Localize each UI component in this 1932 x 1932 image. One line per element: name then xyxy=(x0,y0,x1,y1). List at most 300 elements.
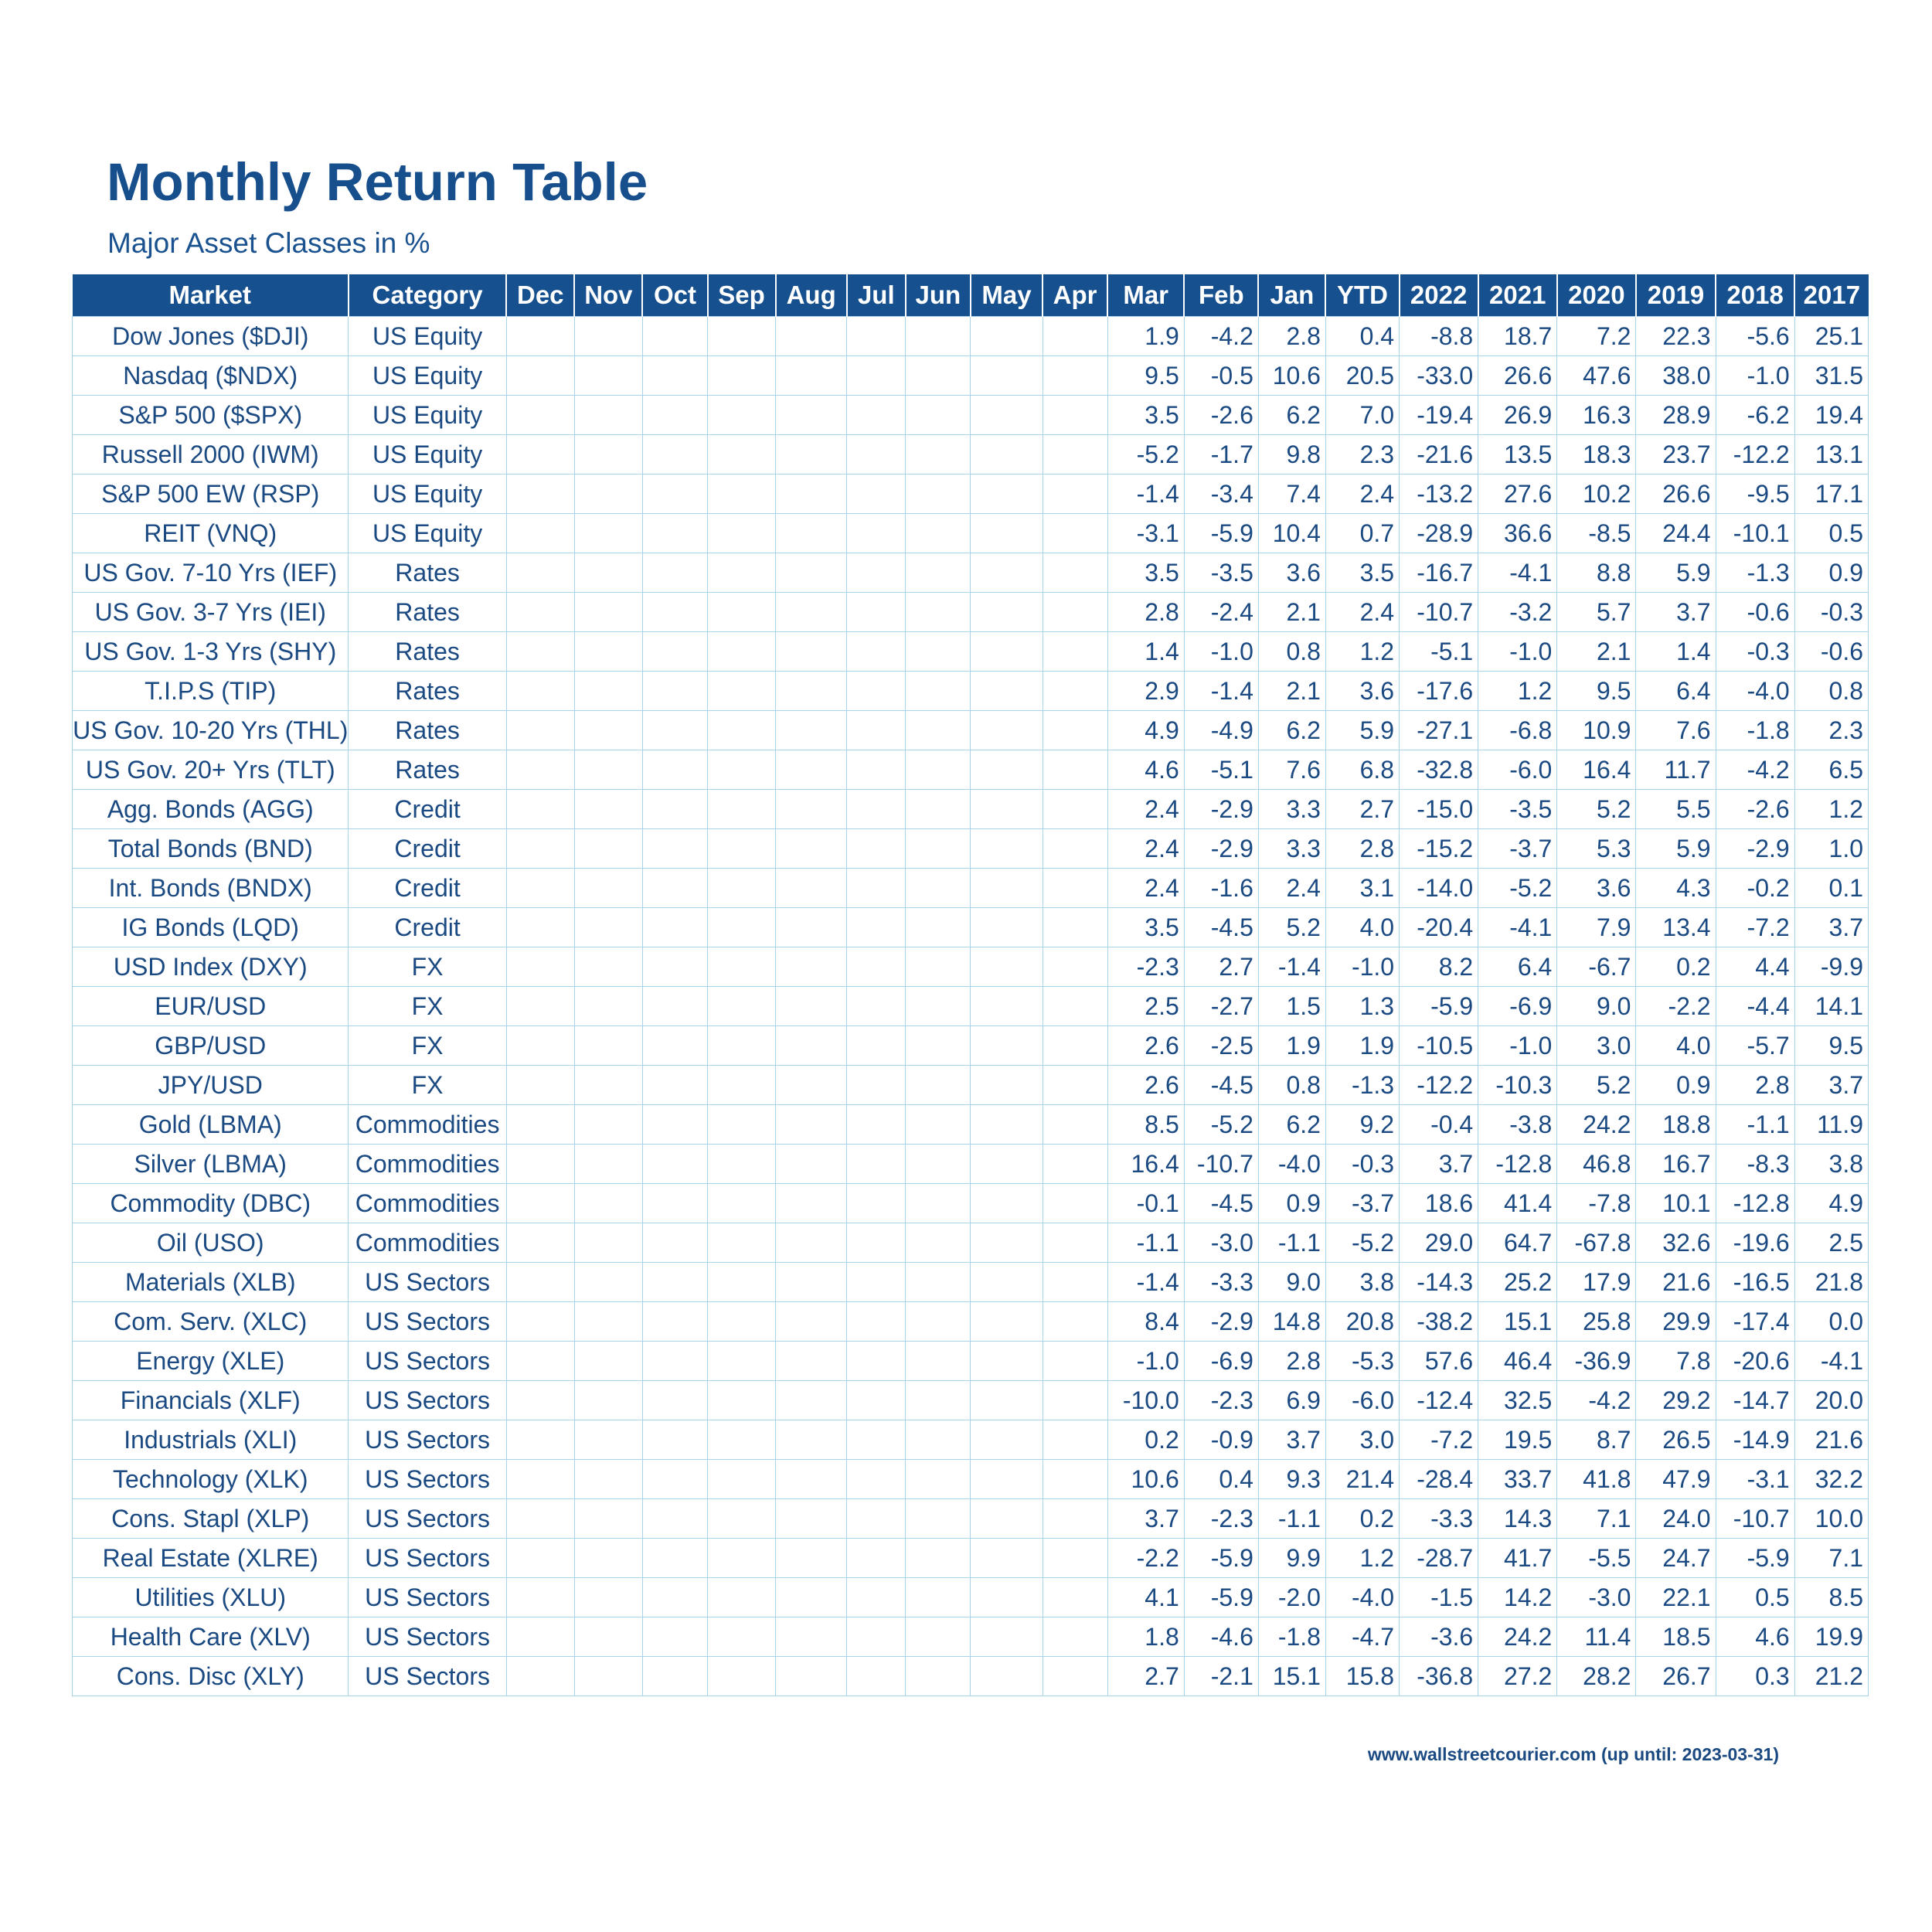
category-cell: US Sectors xyxy=(349,1420,506,1460)
value-cell: 3.7 xyxy=(1636,593,1716,632)
value-cell xyxy=(642,1026,707,1066)
value-cell: 20.5 xyxy=(1325,356,1399,396)
value-cell xyxy=(506,908,574,947)
value-cell xyxy=(642,908,707,947)
value-cell xyxy=(574,1420,642,1460)
value-cell: 3.8 xyxy=(1325,1263,1399,1302)
category-cell: Commodities xyxy=(349,1105,506,1145)
value-cell xyxy=(506,1420,574,1460)
value-cell xyxy=(708,908,776,947)
value-cell: 24.0 xyxy=(1636,1499,1716,1539)
value-cell: 3.0 xyxy=(1325,1420,1399,1460)
value-cell xyxy=(574,1657,642,1696)
value-cell xyxy=(1043,632,1107,672)
value-cell: -1.4 xyxy=(1107,1263,1184,1302)
table-row xyxy=(73,869,1869,908)
value-cell xyxy=(506,474,574,514)
value-cell xyxy=(708,553,776,593)
value-cell: -5.9 xyxy=(1400,987,1478,1026)
value-cell: 26.9 xyxy=(1478,396,1557,435)
value-cell xyxy=(708,514,776,553)
market-cell: Utilities (XLU) xyxy=(73,1578,349,1617)
value-cell: 0.8 xyxy=(1258,632,1325,672)
market-cell: US Gov. 1-3 Yrs (SHY) xyxy=(73,632,349,672)
value-cell: 9.0 xyxy=(1557,987,1636,1026)
value-cell: 41.7 xyxy=(1478,1539,1557,1578)
value-cell xyxy=(847,632,906,672)
value-cell: 3.6 xyxy=(1258,553,1325,593)
value-cell: -0.3 xyxy=(1325,1145,1399,1184)
value-cell: 6.5 xyxy=(1794,750,1868,790)
column-header: YTD xyxy=(1325,274,1399,317)
value-cell: 32.5 xyxy=(1478,1381,1557,1420)
value-cell: 38.0 xyxy=(1636,356,1716,396)
value-cell xyxy=(574,672,642,711)
category-cell: US Equity xyxy=(349,356,506,396)
value-cell xyxy=(574,1105,642,1145)
table-row xyxy=(73,1539,1869,1578)
value-cell: -5.9 xyxy=(1184,1539,1258,1578)
value-cell: 0.2 xyxy=(1107,1420,1184,1460)
value-cell xyxy=(708,1578,776,1617)
value-cell: -1.7 xyxy=(1184,435,1258,474)
value-cell: 8.5 xyxy=(1794,1578,1868,1617)
table-row xyxy=(73,1263,1869,1302)
value-cell xyxy=(708,632,776,672)
value-cell: 2.1 xyxy=(1557,632,1636,672)
value-cell xyxy=(506,790,574,829)
table-row xyxy=(73,317,1869,356)
value-cell: -1.1 xyxy=(1258,1223,1325,1263)
value-cell xyxy=(1043,317,1107,356)
value-cell xyxy=(1043,1578,1107,1617)
value-cell xyxy=(971,1420,1043,1460)
value-cell: 8.4 xyxy=(1107,1302,1184,1342)
value-cell: -38.2 xyxy=(1400,1302,1478,1342)
value-cell: -2.3 xyxy=(1184,1499,1258,1539)
value-cell xyxy=(971,317,1043,356)
value-cell xyxy=(906,593,971,632)
value-cell xyxy=(1043,987,1107,1026)
value-cell: 2.7 xyxy=(1107,1657,1184,1696)
value-cell xyxy=(847,790,906,829)
table-row xyxy=(73,474,1869,514)
value-cell: -5.5 xyxy=(1557,1539,1636,1578)
value-cell xyxy=(506,711,574,750)
value-cell xyxy=(906,1223,971,1263)
value-cell xyxy=(971,396,1043,435)
market-cell: Oil (USO) xyxy=(73,1223,349,1263)
value-cell: -5.2 xyxy=(1325,1223,1399,1263)
category-cell: US Sectors xyxy=(349,1539,506,1578)
value-cell xyxy=(847,1263,906,1302)
value-cell xyxy=(574,1223,642,1263)
category-cell: US Sectors xyxy=(349,1657,506,1696)
value-cell xyxy=(847,1617,906,1657)
value-cell xyxy=(506,750,574,790)
value-cell xyxy=(506,947,574,987)
value-cell: 11.4 xyxy=(1557,1617,1636,1657)
value-cell xyxy=(708,711,776,750)
value-cell: 0.0 xyxy=(1794,1302,1868,1342)
value-cell: 29.9 xyxy=(1636,1302,1716,1342)
value-cell xyxy=(971,593,1043,632)
value-cell: 7.1 xyxy=(1794,1539,1868,1578)
value-cell xyxy=(708,1184,776,1223)
value-cell: 31.5 xyxy=(1794,356,1868,396)
column-header: 2017 xyxy=(1794,274,1868,317)
value-cell xyxy=(906,1499,971,1539)
market-cell: IG Bonds (LQD) xyxy=(73,908,349,947)
market-cell: Health Care (XLV) xyxy=(73,1617,349,1657)
value-cell xyxy=(642,435,707,474)
value-cell xyxy=(1043,829,1107,869)
value-cell: 4.4 xyxy=(1716,947,1794,987)
value-cell xyxy=(708,435,776,474)
value-cell xyxy=(1043,396,1107,435)
value-cell xyxy=(971,987,1043,1026)
value-cell: 19.5 xyxy=(1478,1420,1557,1460)
value-cell xyxy=(847,474,906,514)
value-cell: 3.6 xyxy=(1557,869,1636,908)
column-header: Feb xyxy=(1184,274,1258,317)
value-cell xyxy=(906,672,971,711)
value-cell xyxy=(1043,1184,1107,1223)
value-cell xyxy=(708,829,776,869)
value-cell xyxy=(776,908,847,947)
value-cell xyxy=(506,1539,574,1578)
value-cell xyxy=(776,790,847,829)
table-row xyxy=(73,553,1869,593)
value-cell: 33.7 xyxy=(1478,1460,1557,1499)
value-cell: 0.1 xyxy=(1794,869,1868,908)
category-cell: FX xyxy=(349,947,506,987)
value-cell: -0.3 xyxy=(1716,632,1794,672)
value-cell: 0.3 xyxy=(1716,1657,1794,1696)
table-row xyxy=(73,672,1869,711)
value-cell xyxy=(574,553,642,593)
column-header: Jan xyxy=(1258,274,1325,317)
value-cell xyxy=(776,474,847,514)
value-cell: 24.4 xyxy=(1636,514,1716,553)
value-cell xyxy=(847,1223,906,1263)
value-cell: 1.2 xyxy=(1325,632,1399,672)
value-cell: 3.7 xyxy=(1794,908,1868,947)
value-cell xyxy=(776,987,847,1026)
value-cell xyxy=(776,1223,847,1263)
value-cell xyxy=(708,356,776,396)
value-cell: 15.1 xyxy=(1478,1302,1557,1342)
category-cell: FX xyxy=(349,987,506,1026)
table-row xyxy=(73,750,1869,790)
value-cell: 18.8 xyxy=(1636,1105,1716,1145)
category-cell: US Sectors xyxy=(349,1263,506,1302)
value-cell: 2.8 xyxy=(1107,593,1184,632)
value-cell xyxy=(506,869,574,908)
value-cell: 0.9 xyxy=(1636,1066,1716,1105)
value-cell xyxy=(1043,1381,1107,1420)
value-cell: -6.9 xyxy=(1478,987,1557,1026)
value-cell: 2.7 xyxy=(1184,947,1258,987)
value-cell xyxy=(574,1145,642,1184)
value-cell xyxy=(1043,435,1107,474)
market-cell: Agg. Bonds (AGG) xyxy=(73,790,349,829)
table-row xyxy=(73,1342,1869,1381)
value-cell xyxy=(1043,947,1107,987)
value-cell: 3.0 xyxy=(1557,1026,1636,1066)
value-cell xyxy=(642,1499,707,1539)
value-cell: -7.2 xyxy=(1400,1420,1478,1460)
value-cell: -12.8 xyxy=(1716,1184,1794,1223)
value-cell xyxy=(642,1539,707,1578)
category-cell: Commodities xyxy=(349,1223,506,1263)
value-cell: 3.5 xyxy=(1107,908,1184,947)
table-body xyxy=(73,317,1869,1696)
value-cell: 3.5 xyxy=(1107,396,1184,435)
value-cell: -1.6 xyxy=(1184,869,1258,908)
value-cell xyxy=(642,1342,707,1381)
table-row xyxy=(73,1460,1869,1499)
value-cell xyxy=(1043,1460,1107,1499)
value-cell: -1.4 xyxy=(1107,474,1184,514)
market-cell: Russell 2000 (IWM) xyxy=(73,435,349,474)
value-cell xyxy=(847,1499,906,1539)
table-row xyxy=(73,1657,1869,1696)
value-cell xyxy=(971,711,1043,750)
value-cell: 32.2 xyxy=(1794,1460,1868,1499)
column-header: Apr xyxy=(1043,274,1107,317)
value-cell xyxy=(708,947,776,987)
value-cell: -2.3 xyxy=(1107,947,1184,987)
value-cell xyxy=(574,1617,642,1657)
value-cell xyxy=(708,1617,776,1657)
value-cell xyxy=(506,1302,574,1342)
value-cell: 4.0 xyxy=(1325,908,1399,947)
value-cell: 5.9 xyxy=(1325,711,1399,750)
column-header: Mar xyxy=(1107,274,1184,317)
value-cell xyxy=(847,514,906,553)
value-cell xyxy=(1043,1657,1107,1696)
value-cell xyxy=(642,553,707,593)
value-cell: 26.5 xyxy=(1636,1420,1716,1460)
value-cell: 14.3 xyxy=(1478,1499,1557,1539)
value-cell xyxy=(708,1657,776,1696)
value-cell: -4.1 xyxy=(1478,553,1557,593)
table-row xyxy=(73,1145,1869,1184)
category-cell: Rates xyxy=(349,672,506,711)
value-cell: 7.6 xyxy=(1636,711,1716,750)
value-cell: 9.2 xyxy=(1325,1105,1399,1145)
table-row xyxy=(73,1066,1869,1105)
value-cell: 6.9 xyxy=(1258,1381,1325,1420)
value-cell: -5.9 xyxy=(1184,514,1258,553)
value-cell: -17.6 xyxy=(1400,672,1478,711)
market-cell: Dow Jones ($DJI) xyxy=(73,317,349,356)
category-cell: US Sectors xyxy=(349,1342,506,1381)
value-cell: 0.4 xyxy=(1184,1460,1258,1499)
value-cell: -3.3 xyxy=(1184,1263,1258,1302)
value-cell: 3.7 xyxy=(1258,1420,1325,1460)
value-cell xyxy=(574,632,642,672)
value-cell: -3.0 xyxy=(1557,1578,1636,1617)
value-cell xyxy=(776,435,847,474)
value-cell xyxy=(847,1184,906,1223)
value-cell xyxy=(906,1578,971,1617)
value-cell: -21.6 xyxy=(1400,435,1478,474)
market-cell: USD Index (DXY) xyxy=(73,947,349,987)
value-cell: -4.0 xyxy=(1325,1578,1399,1617)
value-cell: -3.0 xyxy=(1184,1223,1258,1263)
value-cell xyxy=(776,1302,847,1342)
value-cell: -1.3 xyxy=(1716,553,1794,593)
value-cell xyxy=(642,356,707,396)
value-cell xyxy=(708,1066,776,1105)
value-cell: -14.0 xyxy=(1400,869,1478,908)
value-cell: -3.2 xyxy=(1478,593,1557,632)
value-cell: 9.8 xyxy=(1258,435,1325,474)
value-cell xyxy=(1043,593,1107,632)
value-cell: 64.7 xyxy=(1478,1223,1557,1263)
value-cell: -3.5 xyxy=(1478,790,1557,829)
value-cell xyxy=(971,1460,1043,1499)
value-cell: 20.0 xyxy=(1794,1381,1868,1420)
value-cell: 1.9 xyxy=(1107,317,1184,356)
category-cell: US Sectors xyxy=(349,1499,506,1539)
value-cell xyxy=(1043,1539,1107,1578)
value-cell xyxy=(776,947,847,987)
column-header: 2022 xyxy=(1400,274,1478,317)
value-cell: 2.1 xyxy=(1258,593,1325,632)
value-cell xyxy=(776,869,847,908)
value-cell: 47.9 xyxy=(1636,1460,1716,1499)
value-cell xyxy=(906,632,971,672)
market-cell: Com. Serv. (XLC) xyxy=(73,1302,349,1342)
value-cell: -4.1 xyxy=(1478,908,1557,947)
value-cell xyxy=(1043,1223,1107,1263)
value-cell: -9.5 xyxy=(1716,474,1794,514)
value-cell: 10.6 xyxy=(1107,1460,1184,1499)
value-cell: -4.2 xyxy=(1184,317,1258,356)
value-cell: -12.2 xyxy=(1400,1066,1478,1105)
value-cell: 18.5 xyxy=(1636,1617,1716,1657)
value-cell: 29.2 xyxy=(1636,1381,1716,1420)
value-cell xyxy=(506,1105,574,1145)
value-cell xyxy=(776,514,847,553)
value-cell xyxy=(642,1460,707,1499)
value-cell xyxy=(1043,1066,1107,1105)
value-cell: 9.5 xyxy=(1794,1026,1868,1066)
value-cell: 10.1 xyxy=(1636,1184,1716,1223)
value-cell: 6.2 xyxy=(1258,396,1325,435)
category-cell: Credit xyxy=(349,829,506,869)
value-cell: -10.3 xyxy=(1478,1066,1557,1105)
value-cell: 57.6 xyxy=(1400,1342,1478,1381)
value-cell xyxy=(847,987,906,1026)
market-cell: Energy (XLE) xyxy=(73,1342,349,1381)
category-cell: Commodities xyxy=(349,1184,506,1223)
value-cell: 8.2 xyxy=(1400,947,1478,987)
value-cell: -2.1 xyxy=(1184,1657,1258,1696)
value-cell: -33.0 xyxy=(1400,356,1478,396)
value-cell xyxy=(971,1657,1043,1696)
value-cell xyxy=(847,869,906,908)
value-cell xyxy=(1043,750,1107,790)
value-cell xyxy=(776,1342,847,1381)
column-header: Sep xyxy=(708,274,776,317)
value-cell xyxy=(574,1460,642,1499)
value-cell: 19.4 xyxy=(1794,396,1868,435)
value-cell xyxy=(506,593,574,632)
value-cell xyxy=(776,1460,847,1499)
value-cell: 3.8 xyxy=(1794,1145,1868,1184)
value-cell: 10.0 xyxy=(1794,1499,1868,1539)
column-header: May xyxy=(971,274,1043,317)
value-cell xyxy=(847,947,906,987)
value-cell: 14.8 xyxy=(1258,1302,1325,1342)
value-cell: 11.7 xyxy=(1636,750,1716,790)
value-cell xyxy=(708,1499,776,1539)
value-cell xyxy=(708,1302,776,1342)
value-cell: 1.3 xyxy=(1325,987,1399,1026)
category-cell: US Sectors xyxy=(349,1302,506,1342)
value-cell xyxy=(642,317,707,356)
category-cell: Rates xyxy=(349,553,506,593)
value-cell: 1.9 xyxy=(1258,1026,1325,1066)
value-cell xyxy=(971,1184,1043,1223)
value-cell: -36.8 xyxy=(1400,1657,1478,1696)
value-cell: -3.7 xyxy=(1478,829,1557,869)
value-cell: 46.4 xyxy=(1478,1342,1557,1381)
value-cell: 4.1 xyxy=(1107,1578,1184,1617)
value-cell xyxy=(708,1105,776,1145)
value-cell xyxy=(971,750,1043,790)
value-cell xyxy=(971,1223,1043,1263)
value-cell xyxy=(906,1026,971,1066)
value-cell xyxy=(574,593,642,632)
value-cell xyxy=(847,356,906,396)
value-cell: 2.6 xyxy=(1107,1026,1184,1066)
value-cell xyxy=(642,1302,707,1342)
value-cell xyxy=(574,750,642,790)
source-footer: www.wallstreetcourier.com (up until: 2023-03-31) xyxy=(1367,1744,1779,1764)
value-cell xyxy=(642,1105,707,1145)
value-cell: -14.3 xyxy=(1400,1263,1478,1302)
value-cell xyxy=(971,632,1043,672)
value-cell xyxy=(574,1263,642,1302)
table-row xyxy=(73,790,1869,829)
value-cell: -3.6 xyxy=(1400,1617,1478,1657)
value-cell: 14.1 xyxy=(1794,987,1868,1026)
value-cell: -12.4 xyxy=(1400,1381,1478,1420)
value-cell xyxy=(1043,869,1107,908)
value-cell: -2.4 xyxy=(1184,593,1258,632)
value-cell xyxy=(906,435,971,474)
value-cell xyxy=(1043,1302,1107,1342)
value-cell: 7.4 xyxy=(1258,474,1325,514)
market-cell: Int. Bonds (BNDX) xyxy=(73,869,349,908)
value-cell: -2.0 xyxy=(1258,1578,1325,1617)
value-cell: -1.0 xyxy=(1716,356,1794,396)
value-cell xyxy=(1043,711,1107,750)
market-cell: T.I.P.S (TIP) xyxy=(73,672,349,711)
value-cell: -0.6 xyxy=(1794,632,1868,672)
value-cell xyxy=(642,1657,707,1696)
value-cell xyxy=(1043,1617,1107,1657)
category-cell: US Sectors xyxy=(349,1617,506,1657)
monthly-return-table xyxy=(72,274,1869,1696)
value-cell xyxy=(574,869,642,908)
value-cell: 19.9 xyxy=(1794,1617,1868,1657)
